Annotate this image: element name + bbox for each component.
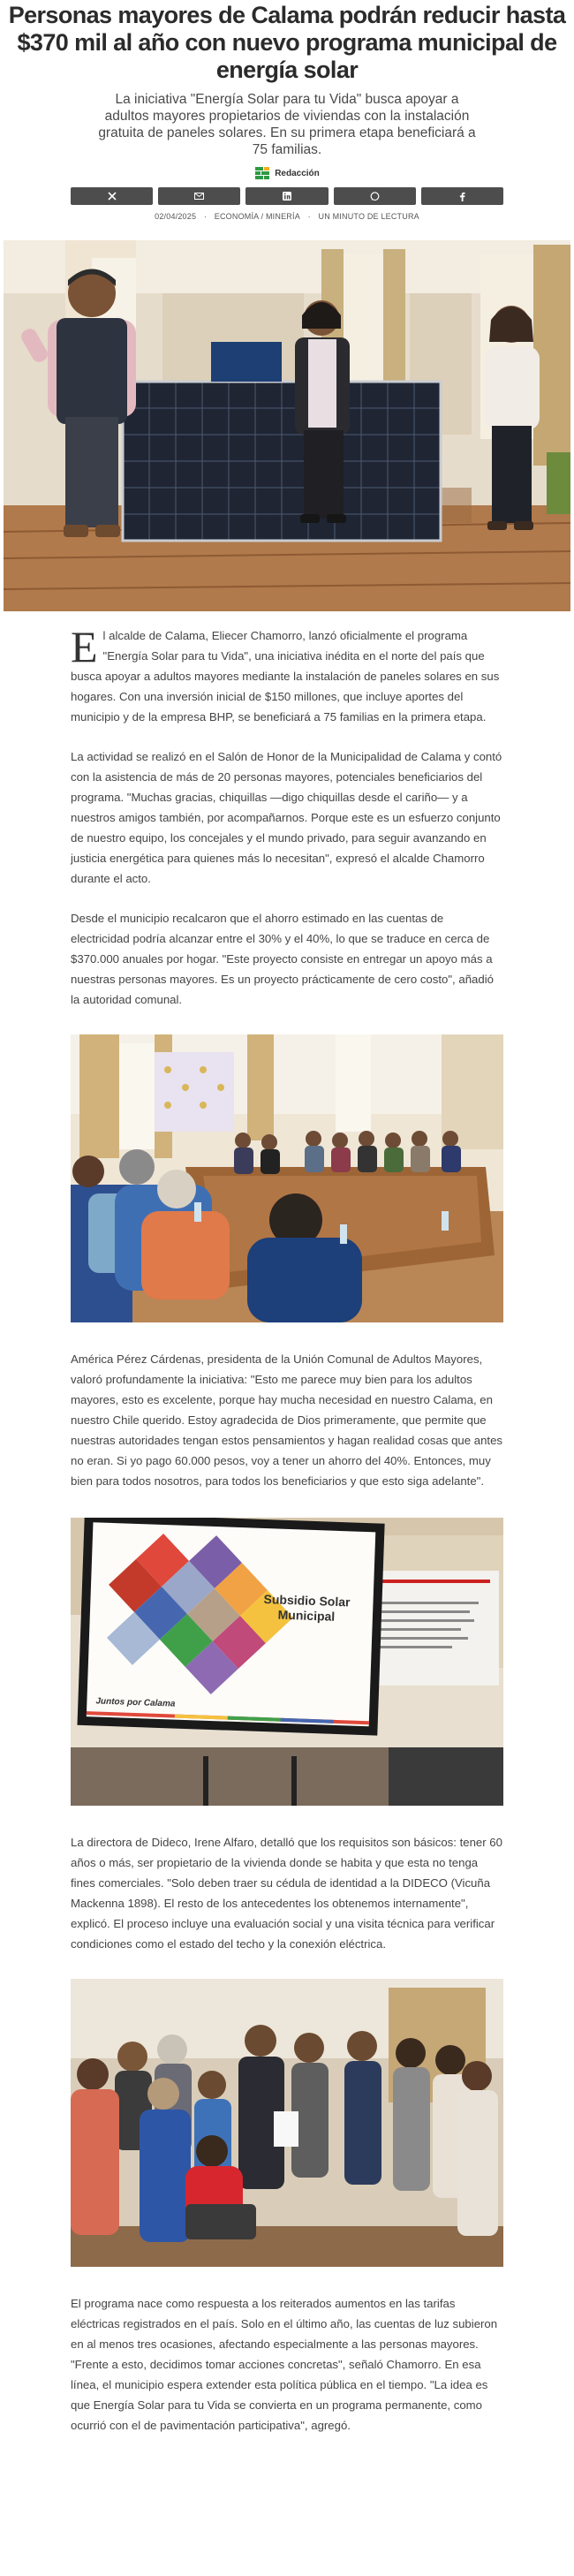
mail-icon (194, 193, 204, 200)
paragraph-1 (71, 622, 503, 727)
lede: La iniciativa "Energía Solar para tu Vida" busca apoyar a adultos mayores propietarios de viviendas con la instalación gratuita de paneles solares. En su primera etapa beneficiará a 75 familias. (98, 92, 476, 157)
share-linkedin-button[interactable] (245, 187, 328, 205)
publish-date: 02/04/2025 (155, 212, 197, 221)
paragraph-2: La actividad se realizó en el Salón de Honor de la Municipalidad de Calama y contó con la asistencia de más de 20 personas mayores, potenciales beneficiarios del programa. "Muchas gracias, chiquillas —digo chiquillas desde el cariño— y a nuestros amigos también, por acompañarnos. Porque este es un esfuerzo conjunto de nuestro equipo, los concejales y el mundo privado, para seguir avanzando en justicia energética para quienes más lo necesitan", expresó el alcalde Chamorro durante el acto. (71, 750, 502, 885)
share-x-button[interactable] (71, 187, 153, 205)
paragraph-1-text: l alcalde de Calama, Eliecer Chamorro, lanzó oficialmente el programa "Energía Solar para tu Vida", una iniciativa inédita en el norte del país que busca apoyar a adultos mayores mediante la instalación de paneles solares en sus hogares. Con una inversión inicial de $150 millones, que incluye aportes del municipio y de la empresa BHP, se beneficiará a 75 familias en la primera etapa. (71, 629, 500, 724)
linkedin-icon (283, 192, 291, 201)
share-whatsapp-button[interactable] (334, 187, 416, 205)
share-facebook-button[interactable] (421, 187, 503, 205)
paragraph-4: América Pérez Cárdenas, presidenta de la Unión Comunal de Adultos Mayores, valoró profundamente la iniciativa: "Esto me parece muy bien para los adultos mayores, esto es excelente, porque hay mucha necesidad en nuestro Calama, en nuestro Chile querido. Estoy agradecida de Dios primeramente, que permite que nuestras autoridades tengan estos pensamientos y hagan realidad cosas que antes no eran. Si yo pago 60.000 pesos, voy a tener un ahorro del 40%. Entonces, muy bien para todos nosotros, para todos los beneficiarios y que esto siga adelante". (71, 1352, 502, 1488)
presentation-photo (71, 1518, 503, 1806)
author-byline[interactable] (0, 164, 574, 182)
screen-brand: Juntos por Calama (95, 1696, 176, 1709)
article-meta (0, 212, 574, 223)
article-body (71, 622, 503, 2436)
headline: Personas mayores de Calama podrán reducir hasta $370 mil al año con nuevo programa municipal de energía solar (8, 2, 566, 83)
category-link[interactable]: ECONOMÍA / MINERÍA (214, 212, 300, 221)
share-mail-button[interactable] (158, 187, 240, 205)
whatsapp-icon (370, 192, 380, 201)
meta-separator: · (307, 212, 311, 221)
paragraph-3: Desde el municipio recalcaron que el ahorro estimado en las cuentas de electricidad podría alcanzar entre el 30% y el 40%, lo que se traduce en cerca de $370.000 anuales por hogar. "Este proyecto consiste en entregar un apoyo más a nuestras personas mayores. Es un proyecto prácticamente de cero costo", añadió la autoridad comunal. (71, 912, 494, 1006)
meeting-photo (71, 1034, 503, 1322)
x-icon (108, 192, 117, 201)
group-photo (71, 1979, 503, 2267)
paragraph-5: La directora de Dideco, Irene Alfaro, detalló que los requisitos son básicos: tener 60 años o más, ser propietario de la vivienda donde se habita y que esta no tenga fines comerciales. "Solo deben traer su cédula de identidad a la DIDECO (Vicuña Mackenna 1898). El resto de los antecedentes los obtenemos internamente", explicó. El proceso incluye una evaluación social y una visita técnica para verificar condiciones como el estado del techo y la conexión eléctrica. (71, 1836, 502, 1951)
share-bar (71, 187, 503, 205)
facebook-icon (459, 192, 465, 201)
author-name: Redacción (275, 168, 320, 178)
drop-cap: E (71, 622, 98, 671)
paragraph-6: El programa nace como respuesta a los reiterados aumentos en las tarifas eléctricas registrados en el país. Solo en el último año, las cuentas de luz subieron en al menos tres ocasiones, afectando especialmente a las personas mayores. "Frente a esto, decidimos tomar acciones concretas", señaló Chamorro. En esa línea, el municipio espera extender esta política pública en el tiempo. "La idea es que Energía Solar para tu Vida se convierta en un programa permanente, como ocurrió con el de pavimentación participativa", agregó. (71, 2297, 498, 2432)
hero-photo (4, 240, 570, 611)
reading-time: UN MINUTO DE LECTURA (318, 212, 419, 221)
screen-title-line-2: Municipal (277, 1607, 336, 1624)
author-logo-icon (254, 165, 270, 181)
meta-separator: · (203, 212, 208, 221)
screen-title-line-1: Subsidio Solar (263, 1592, 351, 1610)
